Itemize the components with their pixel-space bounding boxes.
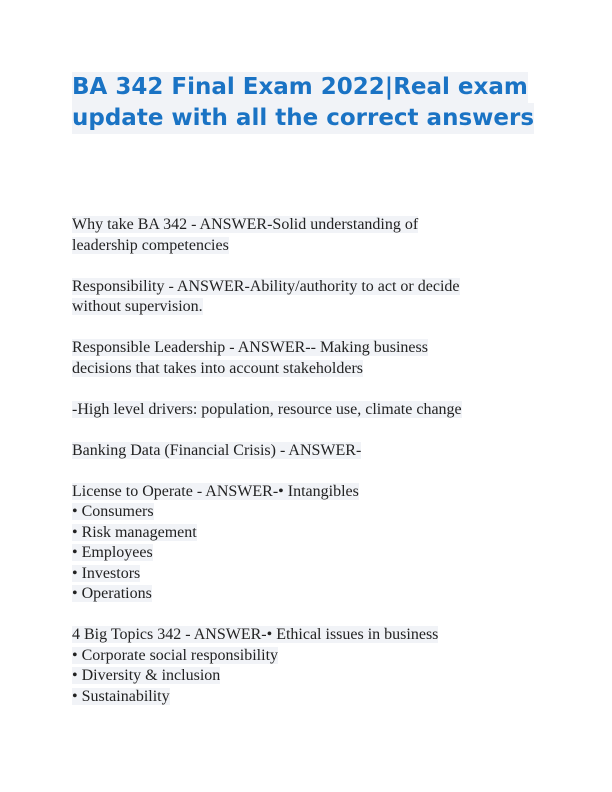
bullet-item: • Risk management [72,523,197,541]
bullet-item: • Consumers [72,503,154,520]
text-line: Why take BA 342 - ANSWER-Solid understanding of [72,216,419,233]
bullet-item: • Employees [72,544,153,561]
qa-entry-high-level-drivers [72,400,532,421]
qa-entry-license-to-operate [72,482,532,605]
text-line: decisions that takes into account stakeholders [72,359,364,377]
bullet-item: • Operations [72,585,152,602]
text-line: License to Operate - ANSWER-• Intangibles [72,482,359,500]
document-body [72,215,532,728]
bullet-item: • Diversity & inclusion [72,667,221,684]
text-line: Banking Data (Financial Crisis) - ANSWER- [72,441,362,459]
qa-entry-big-topics [72,625,532,707]
text-line: Responsibility - ANSWER-Ability/authority to act or decide [72,277,460,295]
qa-entry-responsible-leadership [72,338,532,379]
qa-entry-why-take [72,215,532,256]
title-line-1: BA 342 Final Exam 2022|Real exam [72,72,528,103]
qa-entry-banking-data [72,441,532,462]
text-line: -High level drivers: population, resource use, climate change [72,400,462,418]
bullet-item: • Investors [72,564,141,582]
text-line: without supervision. [72,298,203,315]
bullet-item: • Corporate social responsibility [72,646,279,664]
text-line: leadership competencies [72,236,229,254]
bullet-item: • Sustainability [72,687,170,705]
qa-entry-responsibility [72,277,532,318]
text-line: 4 Big Topics 342 - ANSWER-• Ethical issues in business [72,626,439,643]
title-line-2: update with all the correct answers [72,103,534,134]
text-line: Responsible Leadership - ANSWER-- Making business [72,339,428,356]
document-title [72,72,542,134]
